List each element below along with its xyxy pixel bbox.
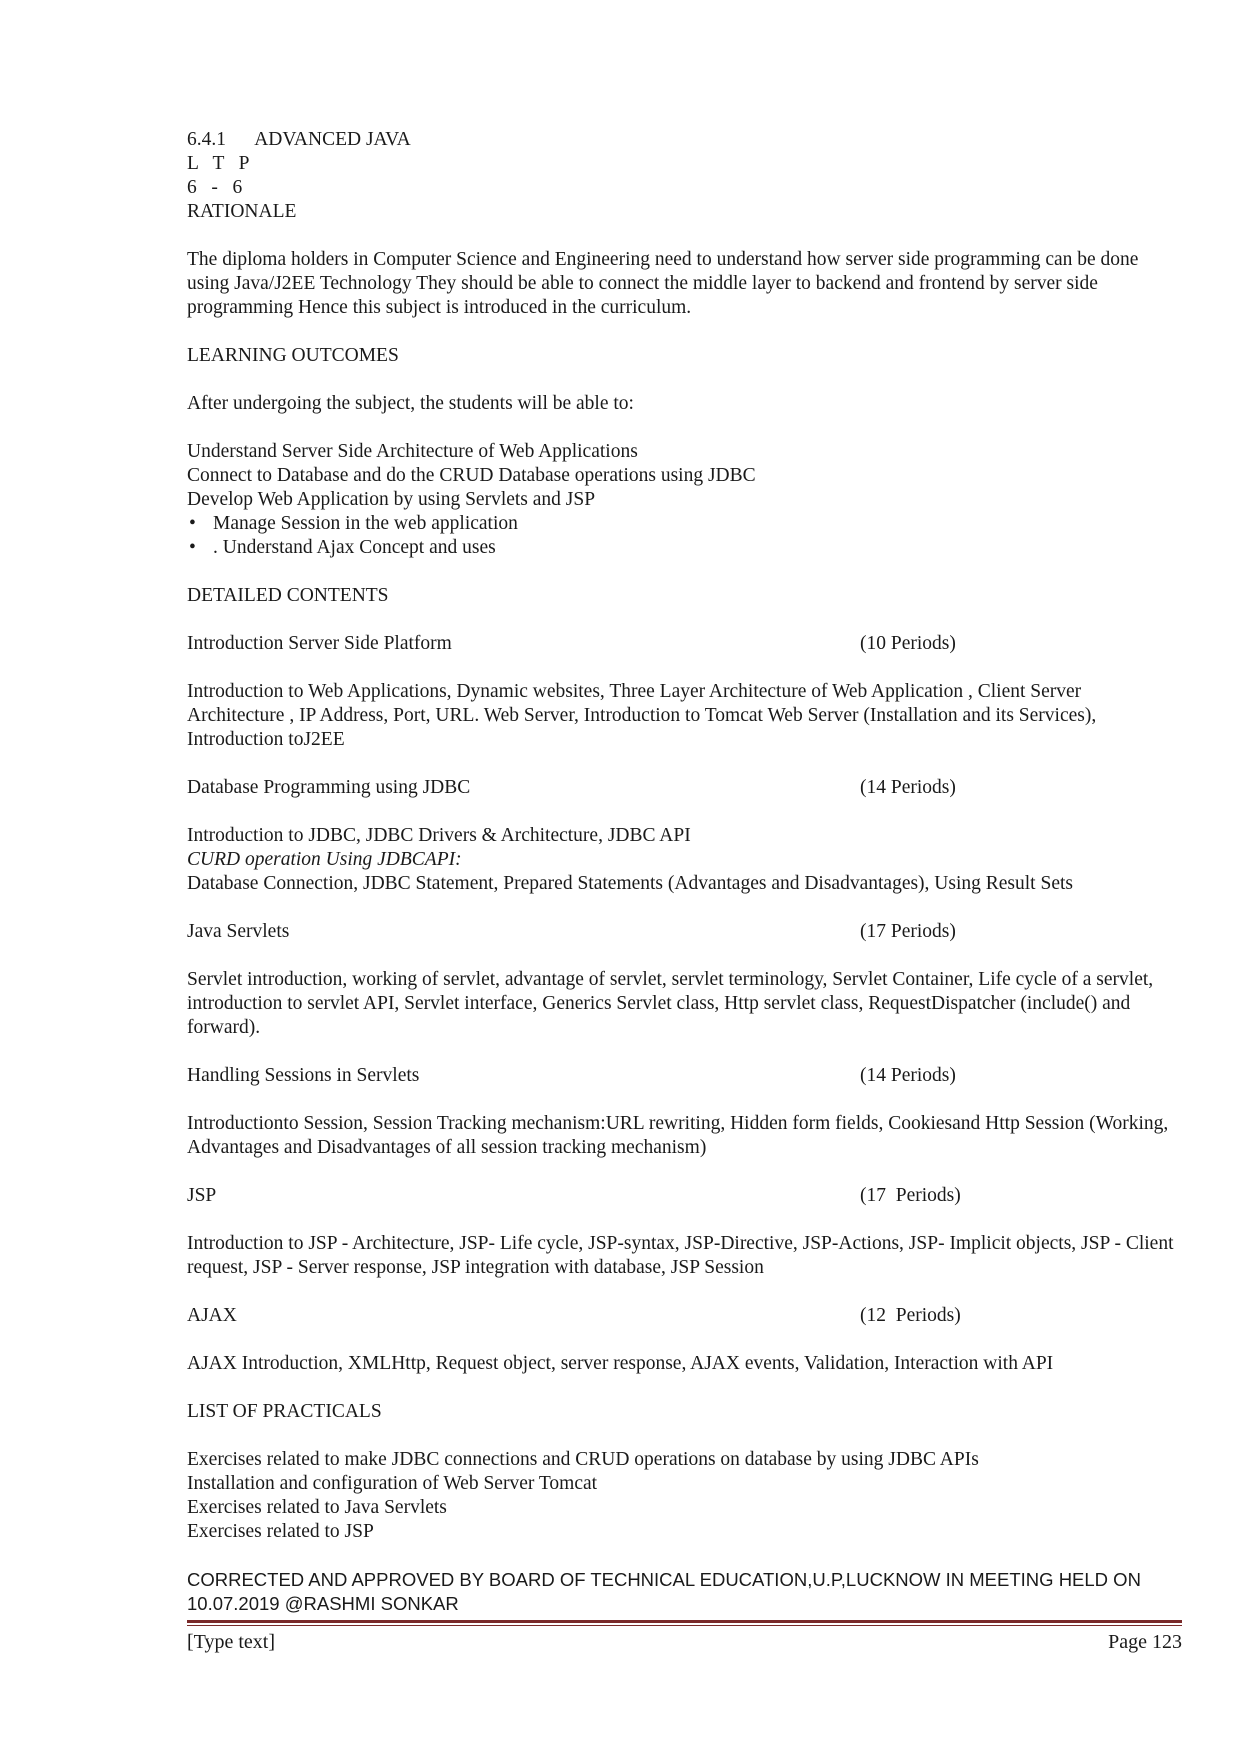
unit-description-line: Introduction to JSP - Architecture, JSP- Life cycle, JSP-syntax, JSP-Directive, JSP-Actions, JSP- Implicit objects, JSP - Client request, JSP - Server response, JSP integration with database, JSP Session xyxy=(187,1233,1174,1278)
unit-title: Database Programming using JDBC xyxy=(187,777,471,798)
unit-description xyxy=(187,824,1177,896)
outcome-bullet-item: • . Understand Ajax Concept and uses xyxy=(187,536,1177,560)
page-number: Page 123 xyxy=(1108,1631,1182,1653)
page-content xyxy=(187,128,1177,1544)
unit-title: Java Servlets xyxy=(187,921,290,942)
outcome-bullet-list xyxy=(187,512,1177,560)
unit-description xyxy=(187,968,1177,1040)
unit-description-line: Introductionto Session, Session Tracking mechanism:URL rewriting, Hidden form fields, Cookiesand Http Session (Working, Advantages and Disadvantages of all session tracking mechanism) xyxy=(187,1113,1169,1158)
practical-item: Exercises related to Java Servlets xyxy=(187,1497,447,1518)
rationale-text: The diploma holders in Computer Science and Engineering need to understand how server side programming can be done using Java/J2EE Technology They should be able to connect the middle layer to backend and frontend by server side programming Hence this subject is introduced in the curriculum. xyxy=(187,249,1139,318)
practical-item: Exercises related to JSP xyxy=(187,1521,374,1542)
footer-rule-thin xyxy=(187,1625,1182,1626)
unit-description-line: Introduction to JDBC, JDBC Drivers & Architecture, JDBC API xyxy=(187,825,691,846)
rationale-heading: RATIONALE xyxy=(187,201,297,222)
unit-description xyxy=(187,1112,1177,1160)
unit-periods: (12 Periods) xyxy=(860,1305,961,1326)
unit-title: Handling Sessions in Servlets xyxy=(187,1065,420,1086)
unit-description-line: Introduction to Web Applications, Dynamic websites, Three Layer Architecture of Web Application , Client Server Architecture , IP Address, Port, URL. Web Server, Introduction to Tomcat Web Server (Installation and its Services), Introduction toJ2EE xyxy=(187,681,1097,750)
unit-description xyxy=(187,1232,1177,1280)
course-title: ADVANCED JAVA xyxy=(254,129,411,150)
unit-description-line: Servlet introduction, working of servlet, advantage of servlet, servlet terminology, Servlet Container, Life cycle of a servlet, introduction to servlet API, Servlet interface, Generics Servlet class, Http servlet class, RequestDispatcher (include() and forward). xyxy=(187,969,1154,1038)
practical-item: Installation and configuration of Web Server Tomcat xyxy=(187,1473,598,1494)
ltp-values: 6 - 6 xyxy=(187,177,243,198)
unit-topic-row xyxy=(187,920,1177,944)
unit-topic-row xyxy=(187,776,1177,800)
unit-topic-row xyxy=(187,1184,1177,1208)
learning-outcomes-list xyxy=(187,440,1177,560)
unit-title: AJAX xyxy=(187,1305,237,1326)
practicals-heading: LIST OF PRACTICALS xyxy=(187,1401,382,1422)
outcome-item: Connect to Database and do the CRUD Database operations using JDBC xyxy=(187,465,756,486)
course-heading xyxy=(187,128,1177,152)
unit-description xyxy=(187,1352,1177,1376)
unit-title: Introduction Server Side Platform xyxy=(187,633,452,654)
ltp-header: L T P xyxy=(187,153,250,174)
unit-title: JSP xyxy=(187,1185,217,1206)
unit-topic-row xyxy=(187,1064,1177,1088)
unit-periods: (14 Periods) xyxy=(860,777,956,798)
unit-periods: (17 Periods) xyxy=(860,921,956,942)
unit-topic-row xyxy=(187,632,1177,656)
learning-outcomes-heading: LEARNING OUTCOMES xyxy=(187,345,399,366)
unit-periods: (10 Periods) xyxy=(860,633,956,654)
learning-outcomes-intro: After undergoing the subject, the students will be able to: xyxy=(187,393,634,414)
detailed-contents-heading: DETAILED CONTENTS xyxy=(187,585,389,606)
units-container xyxy=(187,632,1177,1376)
unit-topic-row xyxy=(187,1304,1177,1328)
outcome-bullet-item: • Manage Session in the web application xyxy=(187,512,1177,536)
unit-periods: (14 Periods) xyxy=(860,1065,956,1086)
outcome-item: Understand Server Side Architecture of Web Applications xyxy=(187,441,638,462)
unit-description-line: Database Connection, JDBC Statement, Prepared Statements (Advantages and Disadvantages), Using Result Sets xyxy=(187,873,1073,894)
practicals-list xyxy=(187,1448,1177,1544)
footer-rule-thick xyxy=(187,1620,1182,1623)
course-code: 6.4.1 xyxy=(187,129,226,150)
unit-subheading: CURD operation Using JDBCAPI: xyxy=(187,849,462,870)
outcome-item: Develop Web Application by using Servlets and JSP xyxy=(187,489,596,510)
unit-periods: (17 Periods) xyxy=(860,1185,961,1206)
footer-left-text: [Type text] xyxy=(187,1631,276,1653)
approval-note: CORRECTED AND APPROVED BY BOARD OF TECHNICAL EDUCATION,U.P,LUCKNOW IN MEETING HELD ON 10.07.2019 @RASHMI SONKAR xyxy=(187,1569,1141,1614)
unit-description xyxy=(187,680,1177,752)
unit-description-line: AJAX Introduction, XMLHttp, Request object, server response, AJAX events, Validation, Interaction with API xyxy=(187,1353,1054,1374)
practical-item: Exercises related to make JDBC connections and CRUD operations on database by using JDBC APIs xyxy=(187,1449,979,1470)
